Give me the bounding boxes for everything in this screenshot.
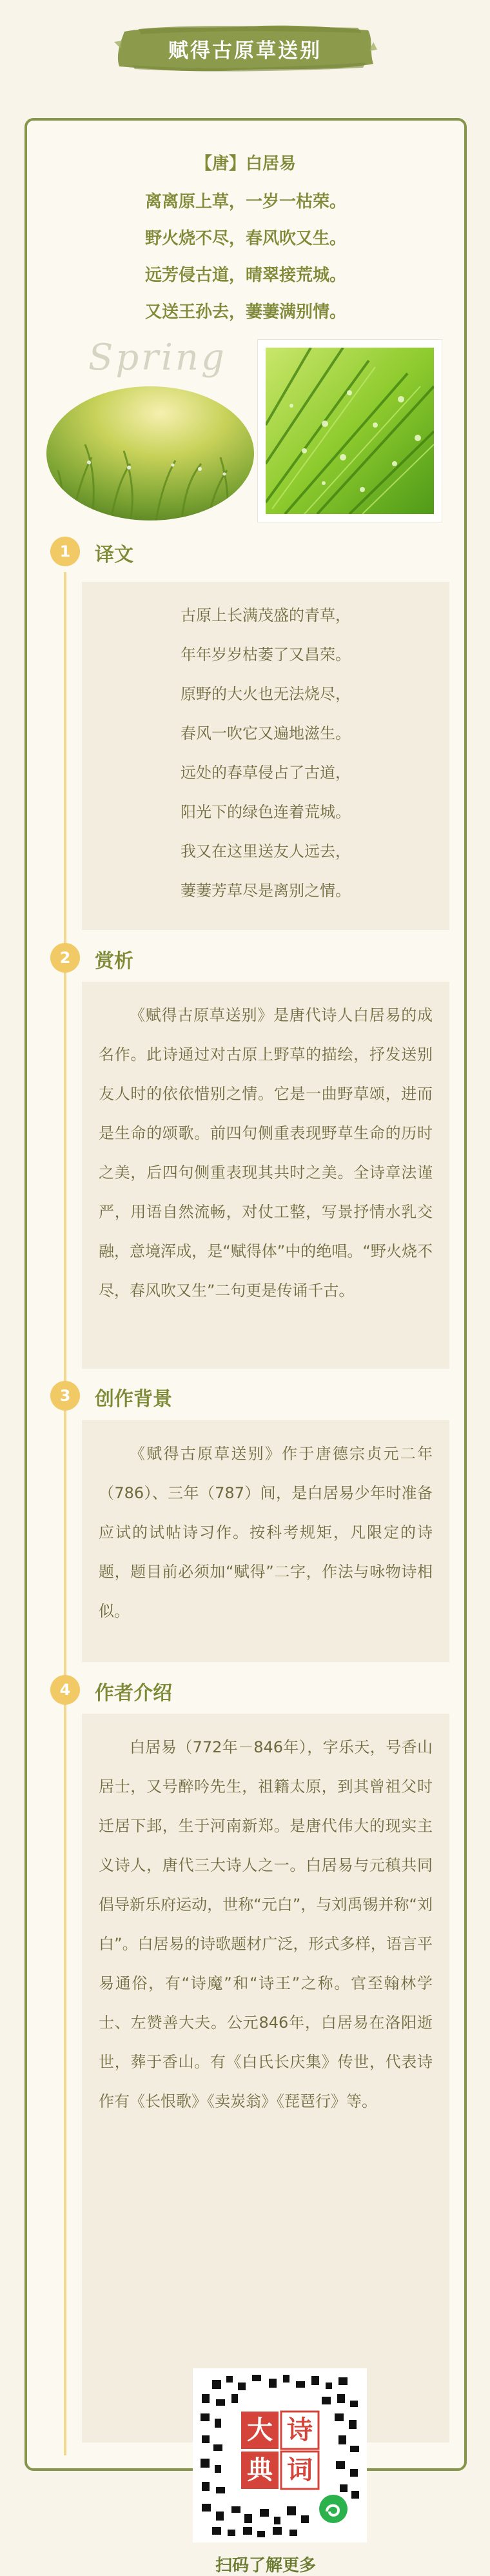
qr-code[interactable] xyxy=(193,2368,367,2542)
section-number-badge: 2 xyxy=(50,943,80,973)
appreciation-text: 《赋得古原草送别》是唐代诗人白居易的成名作。此诗通过对古原上野草的描绘，抒发送别友人时的依依惜别之情。它是一曲野草颂，进而是生命的颂歌。前四句侧重表现野草生命的历时之美，后四句侧重表现其共时之美。全诗章法谨严，用语自然流畅，对仗工整，写景抒情水乳交融，意境浑成，是“赋得体”中的绝唱。“野火烧不尽，春风吹又生”二句更是传诵千古。 xyxy=(99,1006,433,1300)
qr-logo-char: 大 xyxy=(247,2415,273,2445)
background-box xyxy=(82,1420,449,1662)
translation-lines xyxy=(82,596,449,911)
section-number-badge: 1 xyxy=(50,537,80,566)
page-title: 赋得古原草送别 xyxy=(168,39,322,63)
section-heading: 创作背景 xyxy=(95,1388,172,1411)
translation-line: 阳光下的绿色连着荒城。 xyxy=(181,803,351,821)
qr-code-image xyxy=(193,2368,367,2542)
content-card xyxy=(24,118,467,2575)
poem-lines xyxy=(27,184,464,331)
qr-logo-char: 典 xyxy=(247,2455,273,2485)
author-text: 白居易（772年－846年），字乐天，号香山居士，又号醉吟先生，祖籍太原，到其曾祖父时迁居下邽，生于河南新郑。是唐代伟大的现实主义诗人，唐代三大诗人之一。白居易与元稹共同倡导新乐府运动，世称“元白”，与刘禹锡并称“刘白”。白居易的诗歌题材广泛，形式多样，语言平易通俗，有“诗魔”和“诗王”之称。官至翰林学士、左赞善大夫。公元846年，白居易在洛阳逝世，葬于香山。有《白氏长庆集》传世，代表诗作有《长恨歌》《卖炭翁》《琵琶行》等。 xyxy=(99,1738,433,2110)
author-box xyxy=(82,1714,449,2575)
poem-author-line: 【唐】白居易 xyxy=(195,154,296,173)
poem-line: 远芳侵古道，晴翠接荒城。 xyxy=(144,266,346,285)
translation-line: 远处的春草侵占了古道， xyxy=(181,764,351,782)
translation-line: 古原上长满茂盛的青草， xyxy=(181,606,351,624)
translation-line: 我又在这里送友人远去， xyxy=(181,842,351,860)
poem-line: 又送王孙去，萋萋满别情。 xyxy=(144,302,346,322)
dewdrop-grass-image xyxy=(266,348,434,514)
translation-line: 春风一吹它又遍地滋生。 xyxy=(181,724,351,742)
translation-line: 萋萋芳草尽是离别之情。 xyxy=(181,882,351,900)
timeline-line xyxy=(64,572,66,2455)
grass-photo-oval xyxy=(46,386,254,520)
translation-line: 年年岁岁枯萎了又昌荣。 xyxy=(181,646,351,664)
poem-line: 野火烧不尽，春风吹又生。 xyxy=(144,229,346,248)
dewdrop-photo-frame xyxy=(258,340,442,522)
section-heading: 赏析 xyxy=(95,950,133,973)
mini-program-icon xyxy=(319,2495,348,2523)
translation-box xyxy=(82,582,449,930)
title-banner xyxy=(113,23,377,74)
qr-logo-char: 词 xyxy=(287,2455,313,2485)
appreciation-box xyxy=(82,982,449,1369)
qr-caption: 扫码了解更多 xyxy=(215,2556,316,2575)
section-number-badge: 4 xyxy=(50,1675,80,1705)
section-number-badge: 3 xyxy=(50,1381,80,1411)
grass-image xyxy=(46,386,254,520)
spring-script-text: Spring xyxy=(88,337,227,379)
translation-line: 原野的大火也无法烧尽， xyxy=(181,685,351,703)
background-text: 《赋得古原草送别》作于唐德宗贞元二年（786）、三年（787）间，是白居易少年时准备应试的试帖诗习作。按科考规矩，凡限定的诗题，题目前必须加“赋得”二字，作法与咏物诗相似。 xyxy=(99,1445,433,1620)
poem-line: 离离原上草，一岁一枯荣。 xyxy=(144,192,346,212)
qr-logo-char: 诗 xyxy=(287,2415,313,2445)
section-heading: 译文 xyxy=(95,544,133,566)
section-heading: 作者介绍 xyxy=(95,1682,172,1705)
